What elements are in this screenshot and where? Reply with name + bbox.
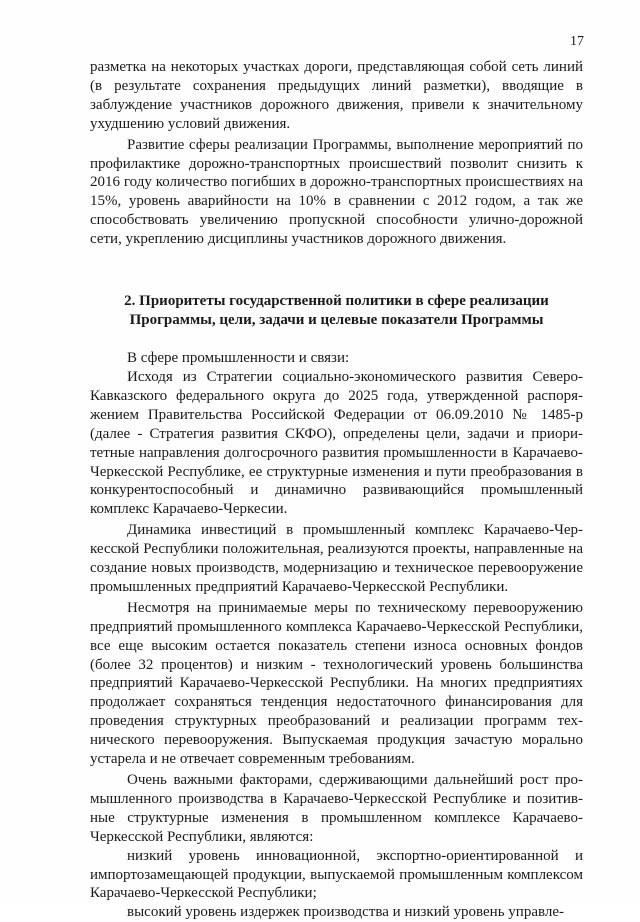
paragraph: Очень важными факторами, сдерживающими дальнейший рост промышленного производства в Карачаево-Черкесской Республике и позитивные структурные изменения в промышленном комплексе Карачаево-Черкесской Республики, являются: bbox=[90, 772, 583, 845]
section-heading-line: 2. Приоритеты государственной политики в сфере реализации bbox=[124, 293, 549, 310]
paragraph: Несмотря на принимаемые меры по техническому перевооружению предприятий промышленного комплекса Карачаево-Черкесской Республики, все еще высоким остается показатель степени износа основных фондов (более 32 процентов) и низким - технологический уровень большинства предприятий Карачаево-Черкесской Республики. На многих предприятиях продолжает сохраняться тенденция недостаточного финансирования для проведения структурных преобразований и реализации программ технического перевооружения. Выпускаемая продукция зачастую морально устарела и не отвечает современным требованиям. bbox=[90, 599, 583, 768]
list-item: низкий уровень инновационной, экспортно-ориентированной и импортозамещающей продукции, выпускаемой промышленным комплексом Карачаево-Черкесской Республики; bbox=[90, 847, 583, 902]
section-heading-line: Программы, цели, задачи и целевые показатели Программы bbox=[129, 312, 544, 329]
paragraph: Исходя из Стратегии социально-экономического развития Северо-Кавказского федерального округа до 2025 года, утвержденной распоряжением Правительства Российской Федерации от 06.09.2010 № 1485-р (далее - Стратегия развития СКФО), определены цели, задачи и приоритетные направления долгосрочного развития промышленности в Карачаево-Черкесской Республике, ее структурные изменения и пути преобразования в конкурентоспособный и динамично развивающийся промышленный комплекс Карачаево-Черкесии. bbox=[90, 368, 583, 518]
page-number: 17 bbox=[570, 34, 584, 49]
paragraph: Развитие сферы реализации Программы, выполнение мероприятий по профилактике дорожно-транспортных происшествий позволит снизить к 2016 году количество погибших в дорожно-транспортных происшествиях на 15%, уровень аварийности на 10% в сравнении с 2012 годом, а так же способствовать увеличению пропускной способности улично-дорожной сети, укреплению дисциплины участников дорожного движения. bbox=[90, 136, 583, 248]
paragraph: Динамика инвестиций в промышленный комплекс Карачаево-Черкесской Республики положительная, реализуются проекты, направленные на создание новых производств, модернизацию и техническое перевооружение промышленных предприятий Карачаево-Черкесской Республики. bbox=[90, 522, 583, 595]
paragraph: В сфере промышленности и связи: bbox=[127, 350, 350, 367]
section-heading bbox=[90, 292, 583, 330]
list-item: высокий уровень издержек производства и низкий уровень управле- bbox=[127, 904, 565, 921]
page-body bbox=[90, 58, 583, 922]
paragraph: разметка на некоторых участках дороги, представляющая собой сеть линий (в результате сохранения предыдущих линий разметки), вводящие в заблуждение участников дорожного движения, привели к значительному ухудшению условий движения. bbox=[90, 59, 583, 132]
